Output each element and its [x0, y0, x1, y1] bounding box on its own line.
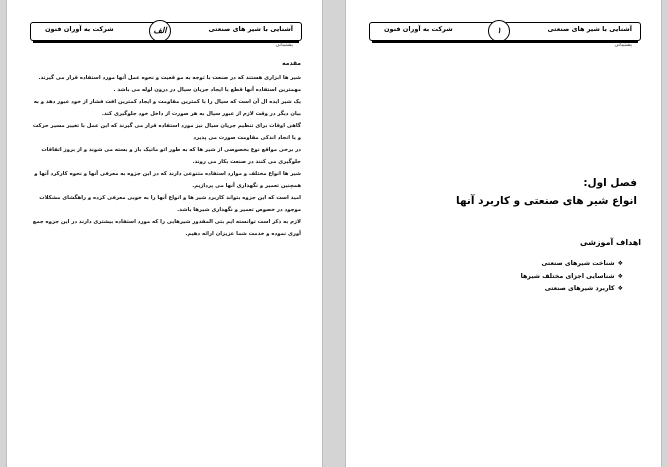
- header-title: آشنایی با شیر های صنعتی: [208, 25, 293, 33]
- objective-item: ❖ شناخت شیرهای صنعتی: [521, 258, 623, 271]
- paragraph: امید است که این جزوه بتواند کاربرد شیر ها و انواع آنها را به خوبی معرفی کرده و راهگشای مشکلات موجود در خصوص تعمیر و نگهداری شیرها باشد.: [39, 195, 301, 213]
- page-number: الف: [149, 20, 171, 42]
- header-tab: پشتیبانی: [275, 42, 293, 48]
- chapter-name: انواع شیر های صنعتی و کاربرد آنها: [456, 195, 637, 207]
- paragraph: لازم به ذکر است توانسته ایم بتی المقدور شیرهایی را که مورد استفاده بیشتری دارند در این جزوه جمع آوری نموده و خدمت شما عزیزان ارائه دهیم.: [32, 219, 301, 237]
- objectives-list: [521, 258, 623, 296]
- header-rule: [372, 40, 638, 48]
- header-company: شرکت به آوران فنون: [45, 25, 114, 33]
- objective-item: ❖ شناسایی اجزای مختلف شیرها: [521, 271, 623, 284]
- paragraph: یک شیر ایده ال آن است که سیال را با کمترین مقاومت و ایجاد کمترین افت فشار از خود عبور دهد و به بیان دیگر در وقت لازم از عبور سیال به هر صورت از داخل خود جلوگیری کند.: [33, 99, 301, 117]
- paragraph: در برخی مواقع نوع بخصوصی از شیر ها که به طور اتو ماتیک باز و بسته می شوند و از بروز اتفاقات جلوگیری می کنند در صنعت بکار می روند.: [41, 147, 301, 165]
- header-tab: پشتیبانی: [614, 42, 632, 48]
- header-company: شرکت به آوران فنون: [384, 25, 453, 33]
- right-page: [346, 0, 661, 467]
- page-header: [369, 22, 641, 41]
- objective-item: ❖ کاربرد شیرهای صنعتی: [521, 283, 623, 296]
- left-page: [7, 0, 322, 467]
- page-number: ۱: [488, 20, 510, 42]
- objectives-title: اهداف آموزشی: [579, 238, 641, 247]
- page-header: [30, 22, 302, 41]
- paragraph: گاهی اوقات برای تنظیم جریان سیال نیز مورد استفاده قرار می گیرند که این عمل با تغییر مسیر حرکت و یا انجاد اندکی مقاومت صورت می پذیرد: [32, 123, 301, 141]
- chapter-title: [456, 174, 637, 210]
- chapter-number: فصل اول:: [583, 177, 637, 189]
- paragraph: شیر ها انواع مختلف و موارد استفاده متنوعی دارند که در این جزوه به معرفی آنها و نحوه کارکرد آنها و همچنین تعمیر و نگهداری آنها می پردازیم.: [34, 171, 301, 189]
- intro-section: [29, 58, 301, 240]
- paragraph: شیر ها ابزاری هستند که در صنعت با توجه به مو قعیت و نحوه عمل آنها مورد استفاده قرار می گیرند. مهمترین استفاده آنها قطع یا ایجاد جریان سیال در درون لوله می باشد .: [38, 75, 301, 93]
- header-title: آشنایی با شیر های صنعتی: [547, 25, 632, 33]
- header-rule: [33, 40, 299, 48]
- section-heading: مقدمه: [282, 60, 301, 67]
